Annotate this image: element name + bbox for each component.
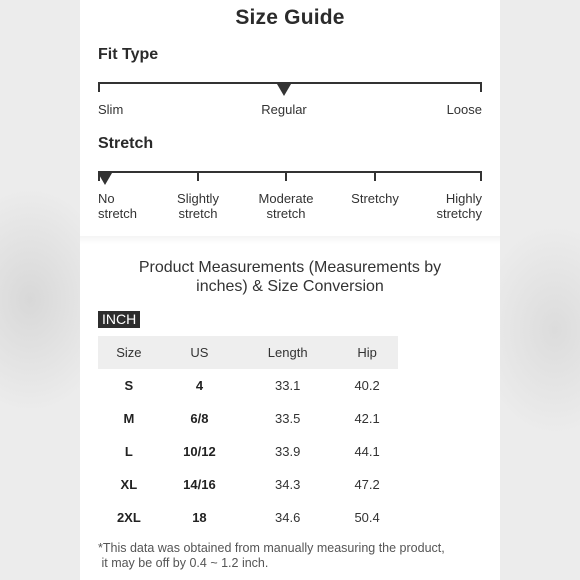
cell-us: 10/12: [183, 444, 216, 459]
header-length: Length: [239, 336, 336, 369]
fit-type-label-loose: Loose: [446, 102, 482, 117]
stretch-label-moderate: Moderate stretch: [258, 191, 314, 221]
measurements-title: Product Measurements (Measurements by inches) & Size Conversion: [138, 259, 442, 295]
fit-type-label-regular: Regular: [261, 102, 307, 117]
cell-size: M: [123, 411, 135, 426]
cell-size: S: [124, 378, 134, 393]
cell-length: 33.1: [275, 378, 301, 393]
table-row: [98, 501, 398, 534]
size-guide-card: [80, 0, 500, 580]
stretch-scale: [98, 171, 482, 173]
cell-length: 34.3: [275, 477, 301, 492]
stretch-marker: [98, 173, 112, 185]
cell-hip: 40.2: [354, 378, 380, 393]
fit-type-heading: Fit Type: [98, 46, 159, 63]
stretch-heading: Stretch: [98, 135, 154, 152]
stretch-label-no-stretch: No stretch: [98, 191, 138, 221]
stretch-label-highly: Highly stretchy: [436, 191, 482, 221]
cell-hip: 42.1: [354, 411, 380, 426]
stretch-tick-2: [197, 171, 199, 181]
cell-length: 34.6: [275, 510, 301, 525]
header-hip: Hip: [336, 336, 398, 369]
cell-hip: 50.4: [354, 510, 380, 525]
cell-size: XL: [120, 477, 138, 492]
fit-type-label-slim: Slim: [98, 102, 124, 117]
cell-size: L: [124, 444, 133, 459]
table-row: [98, 468, 398, 501]
header-us: US: [160, 336, 239, 369]
cell-length: 33.5: [275, 411, 301, 426]
table-row: [98, 435, 398, 468]
size-table: [98, 336, 398, 534]
cell-size: 2XL: [116, 510, 141, 525]
measurement-note: *This data was obtained from manually measuring the product, it may be off by 0.4 ~ 1.2 inch.: [98, 541, 445, 570]
fit-type-tick-right: [480, 82, 482, 92]
cell-hip: 44.1: [354, 444, 380, 459]
stretch-label-slightly: Slightly stretch: [177, 191, 219, 221]
header-size: Size: [98, 336, 160, 369]
table-row: [98, 369, 398, 402]
unit-badge: INCH: [98, 311, 140, 328]
cell-us: 14/16: [183, 477, 216, 492]
cell-length: 33.9: [275, 444, 301, 459]
stretch-tick-4: [374, 171, 376, 181]
cell-us: 4: [195, 378, 204, 393]
stretch-tick-3: [285, 171, 287, 181]
panel-divider: [80, 236, 500, 244]
stretch-label-stretchy: Stretchy: [351, 191, 399, 206]
cell-hip: 47.2: [354, 477, 380, 492]
cell-us: 18: [192, 510, 207, 525]
stretch-tick-5: [480, 171, 482, 181]
table-row: [98, 402, 398, 435]
page-title: Size Guide: [235, 6, 345, 29]
fit-type-tick-left: [98, 82, 100, 92]
cell-us: 6/8: [190, 411, 209, 426]
table-header-row: [98, 336, 398, 369]
fit-type-marker: [277, 84, 291, 96]
